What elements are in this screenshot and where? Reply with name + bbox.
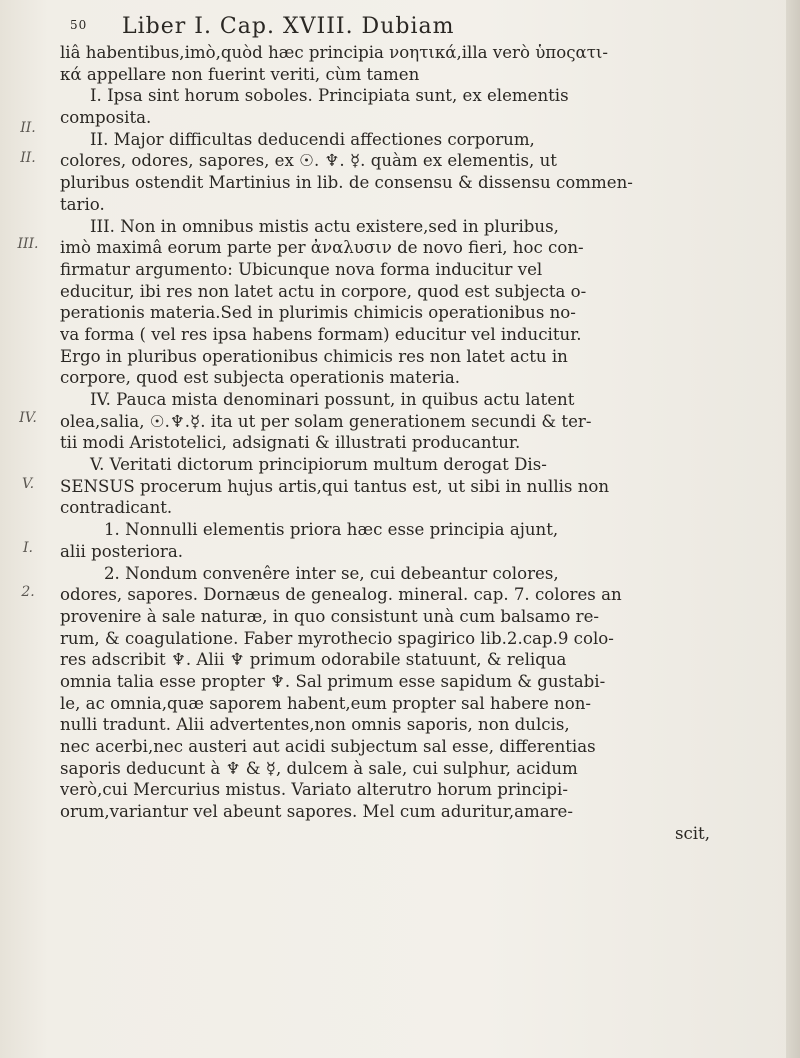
text-line: alii posteriora. (60, 541, 184, 561)
text-line: III. Non in omnibus mistis actu existere,sed in pluribus, (90, 216, 559, 236)
running-title: Liber I. Cap. XVIII. Dubiam (122, 14, 455, 39)
text-line: V. Veritati dictorum principiorum multum derogat Dis- (90, 455, 547, 475)
text-line: Ergo in pluribus operationibus chimicis res non latet actu in (60, 346, 568, 366)
text-line: corpore, quod est subjecta operationis materia. (60, 368, 461, 388)
margin-label: II. (20, 120, 36, 136)
text-line: tii modi Aristotelici, adsignati & illustrati producantur. (60, 433, 521, 453)
text-line: omnia talia esse propter ♆. Sal primum esse sapidum & gustabi- (60, 671, 606, 691)
text-line: verò,cui Mercurius mistus. Variato alterutro horum principi- (60, 780, 568, 800)
text-line: rum, & coagulatione. Faber myrothecio spagirico lib.2.cap.9 colo- (60, 628, 614, 648)
text-line: educitur, ibi res non latet actu in corpore, quod est subjecta o- (60, 281, 587, 301)
text-line: tario. (60, 194, 105, 214)
text-line: odores, sapores. Dornæus de genealog. mineral. cap. 7. colores an (60, 585, 622, 605)
text-line: va forma ( vel res ipsa habens formam) educitur vel inducitur. (60, 324, 582, 344)
margin-label: IV. (19, 410, 37, 426)
running-header (70, 14, 710, 42)
text-line: SENSUS procerum hujus artis,qui tantus est, ut sibi in nullis non (60, 476, 610, 496)
text-line: orum,variantur vel abeunt sapores. Mel cum aduritur,amare- (60, 802, 573, 822)
text-line: liâ habentibus,imò,quòd hæc principia νοητικά,illa verò ὑποςατι- (60, 43, 608, 62)
text-line: firmatur argumento: Ubicunque nova forma inducitur vel (60, 259, 543, 279)
margin-label: I. (23, 540, 33, 556)
text-line: olea,salia, ☉.♆.☿. ita ut per solam generationem secundi & ter- (60, 411, 592, 431)
margin-label: V. (21, 476, 35, 492)
text-line: 2. Nondum convenêre inter se, cui debeantur colores, (104, 563, 559, 583)
catchword: scit, (674, 823, 710, 843)
text-line: perationis materia.Sed in plurimis chimicis operationibus no- (60, 303, 576, 323)
text-line: II. Major difficultas deducendi affectiones corporum, (90, 129, 535, 149)
page-edge (786, 0, 800, 1058)
text-line: composita. (60, 108, 152, 128)
page-number: 50 (70, 18, 88, 32)
text-line: imò maximâ eorum parte per ἀναλυσιν de novo fieri, hoc con- (60, 238, 584, 258)
text-line: 1. Nonnulli elementis priora hæc esse principia ajunt, (104, 520, 559, 540)
text-line: colores, odores, sapores, ex ☉. ♆. ☿. quàm ex elementis, ut (60, 151, 557, 171)
text-line: pluribus ostendit Martinius in lib. de consensu & dissensu commen- (60, 173, 633, 193)
text-line: κά appellare non fuerint veriti, cùm tamen (60, 64, 420, 84)
text-line: res adscribit ♆. Alii ♆ primum odorabile statuunt, & reliqua (60, 650, 567, 670)
body-text (60, 42, 750, 844)
text-line: nec acerbi,nec austeri aut acidi subjectum sal esse, differentias (60, 737, 596, 756)
text-line: IV. Pauca mista denominari possunt, in quibus actu latent (90, 390, 575, 409)
margin-label: II. (20, 150, 36, 166)
text-line: nulli tradunt. Alii advertentes,non omnis saporis, non dulcis, (60, 715, 570, 735)
margin-label: 2. (21, 584, 35, 600)
text-line: saporis deducunt à ♆ & ☿, dulcem à sale, cui sulphur, acidum (60, 758, 578, 778)
text-line: le, ac omnia,quæ saporem habent,eum propter sal habere non- (60, 693, 592, 713)
margin-label: III. (17, 236, 39, 252)
text-line: I. Ipsa sint horum soboles. Principiata sunt, ex elementis (90, 86, 569, 106)
text-line: contradicant. (60, 498, 173, 518)
text-line: provenire à sale naturæ, in quo consistunt unà cum balsamo re- (60, 606, 600, 626)
